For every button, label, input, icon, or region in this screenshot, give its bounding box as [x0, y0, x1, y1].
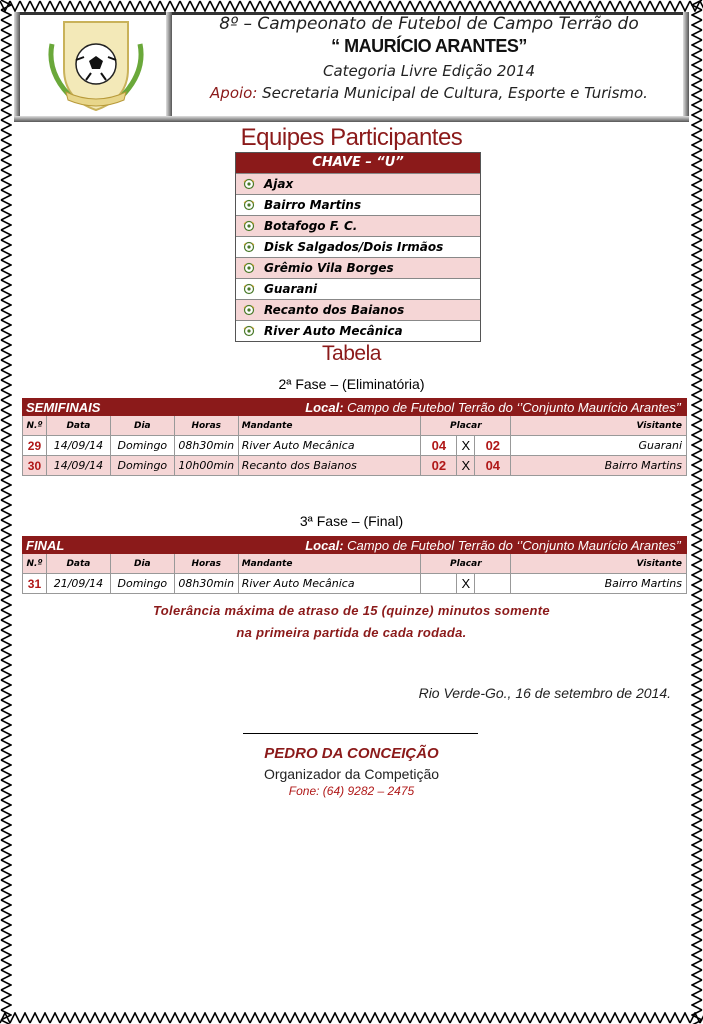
- versus-mark: X: [461, 458, 471, 473]
- soccer-ball-icon: [236, 262, 262, 274]
- category-edition: Categoria Livre Edição 2014: [322, 62, 536, 80]
- match-number: 31: [27, 576, 42, 591]
- support-label: Apoio:: [210, 84, 258, 102]
- match-time: 08h30min: [175, 436, 239, 456]
- final-table: [22, 536, 687, 594]
- match-time: 10h00min: [175, 456, 239, 476]
- home-score: 04: [431, 438, 447, 453]
- page-border-right: [691, 0, 703, 1024]
- versus-mark: X: [461, 438, 471, 453]
- team-row: [236, 299, 480, 320]
- team-row: [236, 215, 480, 236]
- stage-bar: [22, 536, 687, 554]
- team-name: Guarani: [264, 282, 318, 296]
- away-score: 04: [485, 458, 501, 473]
- header: [14, 12, 689, 124]
- match-number: 29: [27, 438, 42, 453]
- organizer-phone: Fone: (64) 9282 – 2475: [288, 784, 415, 798]
- col-home: Mandante: [239, 554, 422, 574]
- match-number: 30: [27, 458, 42, 473]
- col-score: Placar: [421, 416, 511, 436]
- team-name: River Auto Mecânica: [264, 324, 403, 338]
- table-header-row: [22, 554, 687, 574]
- stage-label: SEMIFINAIS: [26, 399, 101, 415]
- teams-table: [235, 152, 481, 342]
- away-team: Bairro Martins: [511, 574, 687, 594]
- page-border-bottom: [0, 1012, 703, 1024]
- group-header: CHAVE – “U”: [236, 153, 480, 173]
- phase3-title: 3ª Fase – (Final): [299, 513, 404, 529]
- match-time: 08h30min: [175, 574, 239, 594]
- home-team: River Auto Mecânica: [239, 436, 422, 456]
- team-row: [236, 257, 480, 278]
- venue: [305, 538, 681, 553]
- team-name: Bairro Martins: [264, 198, 362, 212]
- col-score: Placar: [421, 554, 511, 574]
- place-date: Rio Verde-Go., 16 de setembro de 2014.: [418, 685, 671, 701]
- col-away: Visitante: [511, 554, 687, 574]
- team-row: [236, 173, 480, 194]
- venue-text: Campo de Futebol Terrão do ‘’Conjunto Maurício Arantes’’: [343, 399, 681, 415]
- organizer-name: PEDRO DA CONCEIÇÃO: [264, 745, 439, 762]
- page-border-left: [0, 0, 12, 1024]
- match-row: [22, 574, 687, 594]
- team-row: [236, 278, 480, 299]
- team-name: Grêmio Vila Borges: [264, 261, 394, 275]
- team-row: [236, 236, 480, 257]
- col-away: Visitante: [511, 416, 687, 436]
- support-text: Secretaria Municipal de Cultura, Esporte e Turismo.: [257, 84, 648, 102]
- tolerance-note: Tolerância máxima de atraso de 15 (quinze) minutos somente: [153, 603, 550, 618]
- venue-label: Local:: [305, 537, 344, 553]
- match-day: Domingo: [111, 456, 175, 476]
- soccer-ball-icon: [236, 241, 262, 253]
- soccer-ball-icon: [236, 304, 262, 316]
- col-day: Dia: [111, 554, 175, 574]
- header-divider: [14, 116, 689, 122]
- soccer-ball-icon: [236, 325, 262, 337]
- match-date: 21/09/14: [47, 574, 111, 594]
- match-date: 14/09/14: [47, 436, 111, 456]
- away-team: Bairro Martins: [511, 456, 687, 476]
- table-header-row: [22, 416, 687, 436]
- soccer-crest-logo: [44, 14, 148, 114]
- signature-line: [243, 733, 478, 734]
- teams-section-title: Equipes Participantes: [240, 124, 463, 151]
- team-name: Recanto dos Baianos: [264, 303, 405, 317]
- versus-mark: X: [461, 576, 471, 591]
- team-row: [236, 194, 480, 215]
- col-home: Mandante: [239, 416, 422, 436]
- col-day: Dia: [111, 416, 175, 436]
- col-date: Data: [47, 416, 111, 436]
- phase2-title: 2ª Fase – (Eliminatória): [278, 376, 425, 392]
- soccer-ball-icon: [236, 283, 262, 295]
- header-divider: [166, 12, 172, 122]
- stage-label: FINAL: [26, 537, 65, 553]
- match-day: Domingo: [111, 574, 175, 594]
- away-score: 02: [485, 438, 501, 453]
- home-team: Recanto dos Baianos: [239, 456, 422, 476]
- venue-text: Campo de Futebol Terrão do ‘’Conjunto Maurício Arantes’’: [343, 537, 681, 553]
- schedule-title: Tabela: [322, 342, 381, 365]
- col-no: N.º: [23, 416, 47, 436]
- championship-title: 8º – Campeonato de Futebol de Campo Terrão do: [219, 14, 639, 34]
- team-name: Disk Salgados/Dois Irmãos: [264, 240, 444, 254]
- header-divider: [14, 12, 20, 122]
- col-time: Horas: [175, 416, 239, 436]
- soccer-ball-icon: [236, 199, 262, 211]
- support-line: [174, 84, 684, 102]
- venue: [305, 400, 681, 415]
- team-name: Botafogo F. C.: [264, 219, 358, 233]
- home-score: 02: [431, 458, 447, 473]
- col-time: Horas: [175, 554, 239, 574]
- col-no: N.º: [23, 554, 47, 574]
- match-row: [22, 456, 687, 476]
- match-day: Domingo: [111, 436, 175, 456]
- tolerance-note: na primeira partida de cada rodada.: [236, 625, 467, 640]
- col-date: Data: [47, 554, 111, 574]
- away-team: Guarani: [511, 436, 687, 456]
- semifinals-table: [22, 398, 687, 476]
- soccer-ball-icon: [236, 178, 262, 190]
- match-row: [22, 436, 687, 456]
- team-row: [236, 320, 480, 341]
- championship-name: “ MAURÍCIO ARANTES”: [331, 36, 527, 56]
- team-name: Ajax: [264, 177, 294, 191]
- match-date: 14/09/14: [47, 456, 111, 476]
- organizer-role: Organizador da Competição: [263, 766, 440, 782]
- home-team: River Auto Mecânica: [239, 574, 422, 594]
- stage-bar: [22, 398, 687, 416]
- page-border-top: [0, 0, 703, 12]
- venue-label: Local:: [305, 399, 344, 415]
- soccer-ball-icon: [236, 220, 262, 232]
